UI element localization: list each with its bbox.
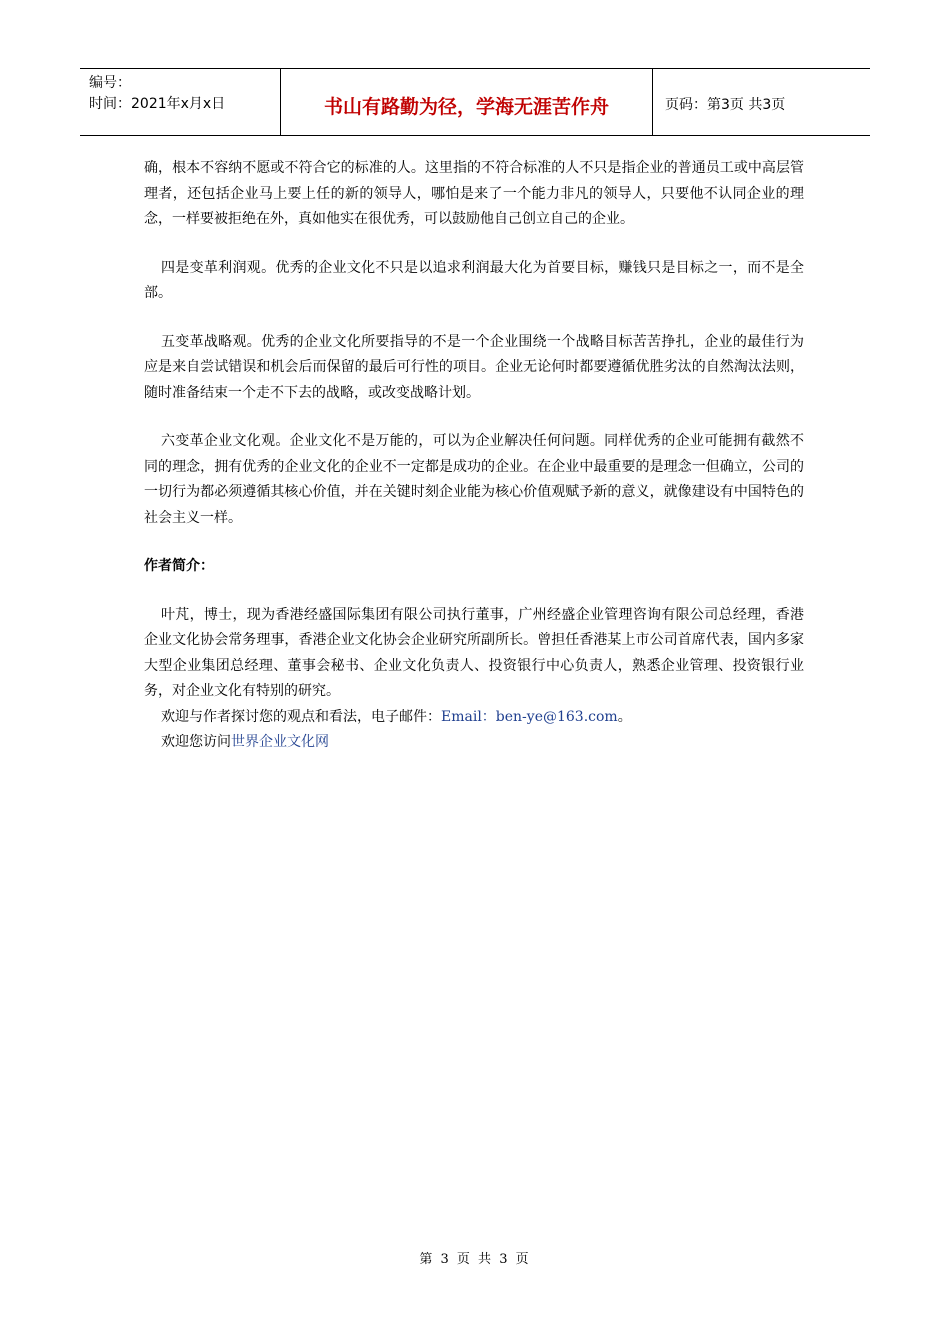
header-motto: 书山有路勤为径，学海无涯苦作舟	[281, 69, 653, 135]
contact-line	[144, 705, 804, 731]
contact-suffix: 。	[617, 708, 632, 725]
paragraph-strategy-view: 五变革战略观。优秀的企业文化所要指导的不是一个企业围绕一个战略目标苦苦挣扎，企业的最佳行为应是来自尝试错误和机会后而保留的最后可行性的项目。企业无论何时都要遵循优胜劣汰的自然淘汰法则，随时准备结束一个走不下去的战略，或改变战略计划。	[144, 333, 804, 401]
website-link[interactable]: 世界企业文化网	[231, 734, 329, 750]
paragraph-culture-view: 六变革企业文化观。企业文化不是万能的，可以为企业解决任何问题。同样优秀的企业可能拥有截然不同的理念，拥有优秀的企业文化的企业不一定都是成功的企业。在企业中最重要的是理念一但确立，公司的一切行为都必须遵循其核心价值，并在关键时刻企业能为核心价值观赋予新的意义，就像建设有中国特色的社会主义一样。	[144, 433, 804, 526]
header-meta	[80, 69, 281, 135]
email-link[interactable]: Email：ben-ye@163.com	[441, 708, 618, 725]
header-page-info: 页码：第3页 共3页	[665, 97, 786, 113]
visit-line	[144, 730, 804, 756]
document-body	[144, 156, 804, 756]
contact-prefix: 欢迎与作者探讨您的观点和看法，电子邮件：	[161, 708, 441, 725]
page-header	[80, 68, 870, 136]
author-section-title: 作者简介：	[144, 558, 214, 574]
paragraph-profit-view: 四是变革利润观。优秀的企业文化不只是以追求利润最大化为首要目标，赚钱只是目标之一，而不是全部。	[144, 259, 804, 301]
number-label: 编号：	[89, 75, 131, 91]
paragraph-continued: 确，根本不容纳不愿或不符合它的标准的人。这里指的不符合标准的人不只是指企业的普通员工或中高层管理者，还包括企业马上要上任的新的领导人，哪怕是来了一个能力非凡的领导人，只要他不认同企业的理念，一样要被拒绝在外，真如他实在很优秀，可以鼓励他自己创立自己的企业。	[144, 160, 804, 227]
author-bio: 叶芃，博士，现为香港经盛国际集团有限公司执行董事，广州经盛企业管理咨询有限公司总经理，香港企业文化协会常务理事，香港企业文化协会企业研究所副所长。曾担任香港某上市公司首席代表，国内多家大型企业集团总经理、董事会秘书、企业文化负责人、投资银行中心负责人，熟悉企业管理、投资银行业务，对企业文化有特别的研究。	[144, 606, 804, 699]
visit-prefix: 欢迎您访问	[161, 734, 231, 750]
page-footer: 第 3 页 共 3 页	[419, 1252, 531, 1267]
time-label: 时间：2021年x月x日	[89, 96, 226, 112]
